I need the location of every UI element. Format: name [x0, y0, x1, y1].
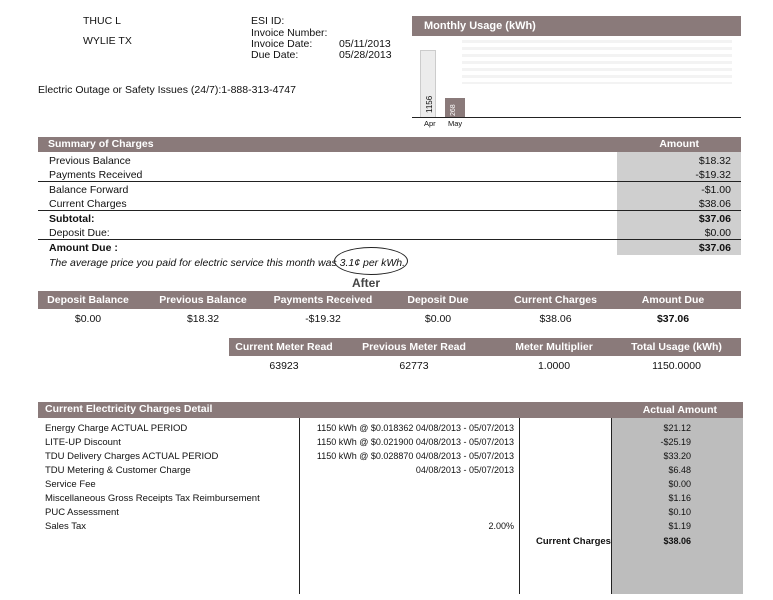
detail-desc-0: Energy Charge ACTUAL PERIOD [45, 423, 188, 434]
summary-amount-6: $37.06 [698, 242, 731, 254]
invoice-number-label: Invoice Number: [251, 27, 328, 39]
detail-header [38, 402, 743, 418]
summary-amount-5: $0.00 [704, 227, 731, 239]
detail-current-charges-amount: $38.06 [663, 536, 691, 546]
balances-table [38, 291, 741, 331]
balances-value-1: $18.32 [186, 313, 220, 325]
meter-value-1: 62773 [399, 360, 429, 372]
balances-header-0: Deposit Balance [47, 294, 129, 306]
detail-col-line-1 [299, 418, 300, 594]
detail-rate-0: 1150 kWh @ $0.018362 04/08/2013 - 05/07/2013 [316, 423, 514, 433]
summary-title: Summary of Charges [48, 138, 154, 150]
balances-header-4: Current Charges [514, 294, 597, 306]
detail-desc-3: TDU Metering & Customer Charge [45, 465, 191, 476]
detail-amount-5: $1.16 [668, 493, 691, 503]
usage-bar-may [445, 98, 465, 118]
detail-desc-4: Service Fee [45, 479, 96, 490]
summary-amount-0: $18.32 [698, 155, 731, 167]
balances-value-3: $0.00 [424, 313, 452, 325]
detail-desc-6: PUC Assessment [45, 507, 119, 518]
due-date: 05/28/2013 [339, 49, 392, 61]
usage-label-apr: Apr [424, 119, 436, 128]
summary-divider-3 [38, 239, 741, 240]
meter-header-1: Previous Meter Read [362, 341, 466, 353]
detail-rate-1: 1150 kWh @ $0.021900 04/08/2013 - 05/07/2013 [316, 437, 514, 447]
charges-detail [38, 402, 743, 594]
detail-desc-1: LITE-UP Discount [45, 437, 121, 448]
summary-label-0: Previous Balance [49, 155, 131, 167]
due-date-label: Due Date: [251, 49, 299, 61]
usage-axis [412, 117, 741, 118]
balances-value-4: $38.06 [539, 313, 572, 325]
balances-value-5: $37.06 [656, 313, 690, 325]
detail-current-charges-label: Current Charges [536, 536, 611, 547]
summary-label-5: Deposit Due: [49, 227, 110, 239]
detail-desc-5: Miscellaneous Gross Receipts Tax Reimbursement [45, 493, 260, 504]
usage-faded-text [462, 36, 732, 84]
balances-header-5: Amount Due [641, 294, 705, 306]
meter-value-2: 1.0000 [537, 360, 571, 372]
detail-amount-4: $0.00 [668, 479, 691, 489]
detail-desc-2: TDU Delivery Charges ACTUAL PERIOD [45, 451, 219, 462]
summary-divider-2 [38, 210, 741, 211]
customer-name: THUC L [83, 15, 121, 27]
invoice-date: 05/11/2013 [339, 38, 391, 50]
summary-divider-1 [38, 181, 741, 182]
usage-bar-may-value: 268 [450, 104, 457, 116]
detail-amount-3: $6.48 [668, 465, 691, 475]
detail-title: Current Electricity Charges Detail [45, 403, 213, 415]
summary-label-6: Amount Due : [49, 242, 118, 254]
usage-bar-apr-value: 1156 [425, 95, 434, 113]
meter-header-0: Current Meter Read [235, 341, 333, 353]
summary-label-1: Payments Received [49, 169, 143, 181]
detail-amount-1: -$25.19 [660, 437, 691, 447]
balances-header-2: Payments Received [273, 294, 373, 306]
average-price-value: 3.1¢ per kWh. [339, 257, 406, 269]
detail-amount-2: $33.20 [663, 451, 691, 461]
usage-label-may: May [448, 119, 463, 128]
usage-chart-title: Monthly Usage (kWh) [412, 16, 741, 36]
usage-chart [412, 16, 741, 128]
detail-amount-7: $1.19 [668, 521, 691, 531]
esi-id-label: ESI ID: [251, 15, 285, 27]
summary-amount-4: $37.06 [698, 213, 731, 225]
summary-amount-3: $38.06 [698, 198, 731, 210]
detail-rate-2: 1150 kWh @ $0.028870 04/08/2013 - 05/07/2013 [316, 451, 514, 461]
detail-col-line-2 [519, 418, 520, 594]
meter-header-2: Meter Multiplier [515, 341, 593, 353]
summary-amount-1: -$19.32 [695, 169, 731, 181]
price-highlight-circle [334, 247, 408, 275]
usage-bar-apr [420, 50, 436, 118]
detail-rate-3: 04/08/2013 - 05/07/2013 [415, 465, 514, 475]
detail-rate-7: 2.00% [488, 521, 514, 531]
outage-phone: Electric Outage or Safety Issues (24/7):1-888-313-4747 [38, 84, 296, 96]
detail-amount-header: Actual Amount [642, 404, 717, 416]
balances-value-2: -$19.32 [305, 313, 341, 325]
invoice-date-label: Invoice Date: [251, 38, 313, 50]
balances-header-3: Deposit Due [407, 294, 469, 306]
summary-header [38, 137, 741, 152]
summary-label-4: Subtotal: [49, 213, 95, 225]
meter-value-0: 63923 [269, 360, 299, 372]
customer-city: WYLIE TX [83, 35, 132, 47]
summary-label-2: Balance Forward [49, 184, 129, 196]
summary-label-3: Current Charges [49, 198, 127, 210]
detail-amount-0: $21.12 [663, 423, 691, 433]
balances-value-0: $0.00 [74, 313, 102, 325]
meter-header-3: Total Usage (kWh) [631, 341, 722, 353]
meter-table [229, 338, 741, 378]
detail-amount-6: $0.10 [668, 507, 691, 517]
summary-amount-2: -$1.00 [701, 184, 731, 196]
average-price-text: The average price you paid for electric service this month was [49, 257, 340, 269]
summary-amount-header: Amount [659, 138, 699, 150]
after-label: After [352, 276, 381, 290]
balances-header-1: Previous Balance [159, 294, 247, 306]
detail-desc-7: Sales Tax [45, 521, 87, 532]
meter-value-3: 1150.0000 [652, 360, 701, 372]
